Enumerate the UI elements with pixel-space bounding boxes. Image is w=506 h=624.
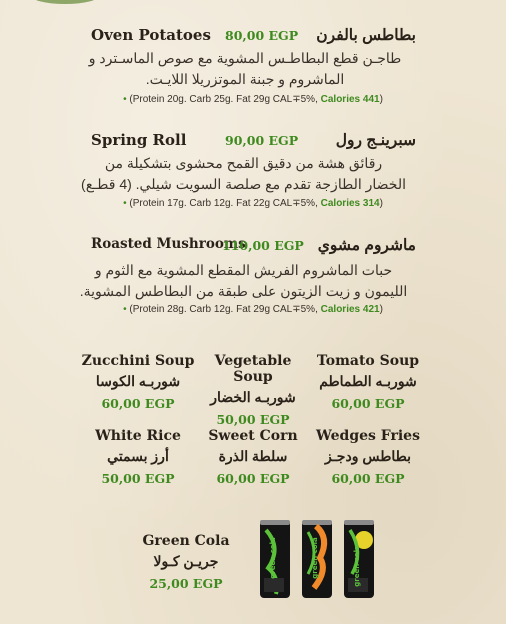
nutrition-text: (Protein 20g. Carb 25g. Fat 29g CAL∓5%, — [129, 94, 321, 105]
item-price: 60,00 EGP — [101, 396, 175, 411]
calories: Calories 314 — [320, 198, 380, 209]
nutrition-close: ) — [379, 304, 383, 315]
menu-item-green-cola — [126, 533, 246, 591]
bullet: • — [123, 304, 127, 315]
can-brand-text: green cola — [311, 537, 319, 579]
item-name-en: Zucchini Soup — [81, 353, 195, 369]
item-name-en: Oven Potatoes — [91, 26, 211, 44]
cans-illustration — [258, 518, 378, 600]
item-name-en: Vegetable Soup — [214, 353, 292, 385]
bullet: • — [123, 198, 127, 209]
menu-item-white-rice — [78, 428, 198, 486]
item-description — [71, 260, 416, 302]
desc-line: رقائق هشة من دقيق القمح محشوى بتشكيلة من — [104, 155, 383, 171]
item-name-ar: جريـن كـولا — [153, 553, 219, 569]
item-name-ar: شوربـه الطماطم — [319, 373, 417, 389]
item-name-ar: شوربـه الخضار — [210, 389, 296, 405]
item-price: 80,00 EGP — [225, 28, 299, 43]
nutrition-close: ) — [379, 198, 383, 209]
desc-line: الخضار الطازجة تقدم مع صلصة السويت شيلي. (4 قطـع) — [81, 176, 406, 192]
desc-line: حبات الماشروم الفريش المقطع المشوية مع الثوم و — [94, 262, 393, 278]
item-name-en: Spring Roll — [91, 131, 187, 149]
menu-item-vegetable-soup — [193, 353, 313, 427]
nutrition-info — [0, 198, 506, 209]
nutrition-info — [0, 94, 506, 105]
item-name-ar: بطاطس بالفرن — [316, 27, 416, 44]
item-name-ar: شوربـه الكوسا — [95, 373, 181, 389]
item-description — [80, 48, 410, 90]
item-name-en: Green Cola — [142, 533, 230, 549]
can-brand-text: green cola — [269, 537, 277, 579]
desc-line: طاجـن قطع البطاطـس المشوية مع صوص الماسـترد و — [88, 50, 402, 66]
calories: Calories 441 — [320, 94, 380, 105]
item-price: 60,00 EGP — [331, 396, 405, 411]
can-brand-text: green cola — [353, 545, 361, 587]
item-name-ar: سلطة الذرة — [218, 448, 288, 464]
nutrition-info — [0, 304, 506, 315]
bullet: • — [123, 94, 127, 105]
item-name-en: White Rice — [95, 428, 181, 444]
desc-line: الماشروم و جبنة الموتزريلا اللايـت. — [145, 71, 345, 87]
item-name-en: Roasted Mushrooms — [91, 236, 246, 252]
item-price: 110,00 EGP — [222, 238, 304, 253]
desc-line: الليمون و زيت الزيتون على طبقة من البطاطس المشوية. — [79, 283, 408, 299]
item-name-ar: ماشروم مشوي — [317, 237, 416, 254]
menu-item-zucchini-soup — [78, 353, 198, 411]
item-name-en: Wedges Fries — [316, 428, 420, 444]
item-name-ar: سبرينـج رول — [335, 132, 416, 149]
item-price: 50,00 EGP — [216, 412, 290, 427]
item-price: 25,00 EGP — [149, 576, 223, 591]
item-price: 90,00 EGP — [225, 133, 299, 148]
item-price: 60,00 EGP — [331, 471, 405, 486]
item-name-ar: أرز بسمتي — [107, 448, 169, 464]
nutrition-close: ) — [379, 94, 383, 105]
nutrition-text: (Protein 17g. Carb 12g. Fat 22g CAL∓5%, — [129, 198, 321, 209]
item-description — [71, 153, 416, 195]
item-name-en: Sweet Corn — [208, 428, 298, 444]
item-name-ar: بطاطس ودجـز — [324, 448, 411, 464]
item-price: 60,00 EGP — [216, 471, 290, 486]
calories: Calories 421 — [320, 304, 380, 315]
item-price: 50,00 EGP — [101, 471, 175, 486]
green-cola-cans-image — [258, 518, 378, 600]
menu-item-tomato-soup — [308, 353, 428, 411]
nutrition-text: (Protein 28g. Carb 12g. Fat 29g CAL∓5%, — [129, 304, 321, 315]
menu-item-wedges-fries — [308, 428, 428, 486]
menu-item-sweet-corn — [193, 428, 313, 486]
item-name-en: Tomato Soup — [316, 353, 420, 369]
